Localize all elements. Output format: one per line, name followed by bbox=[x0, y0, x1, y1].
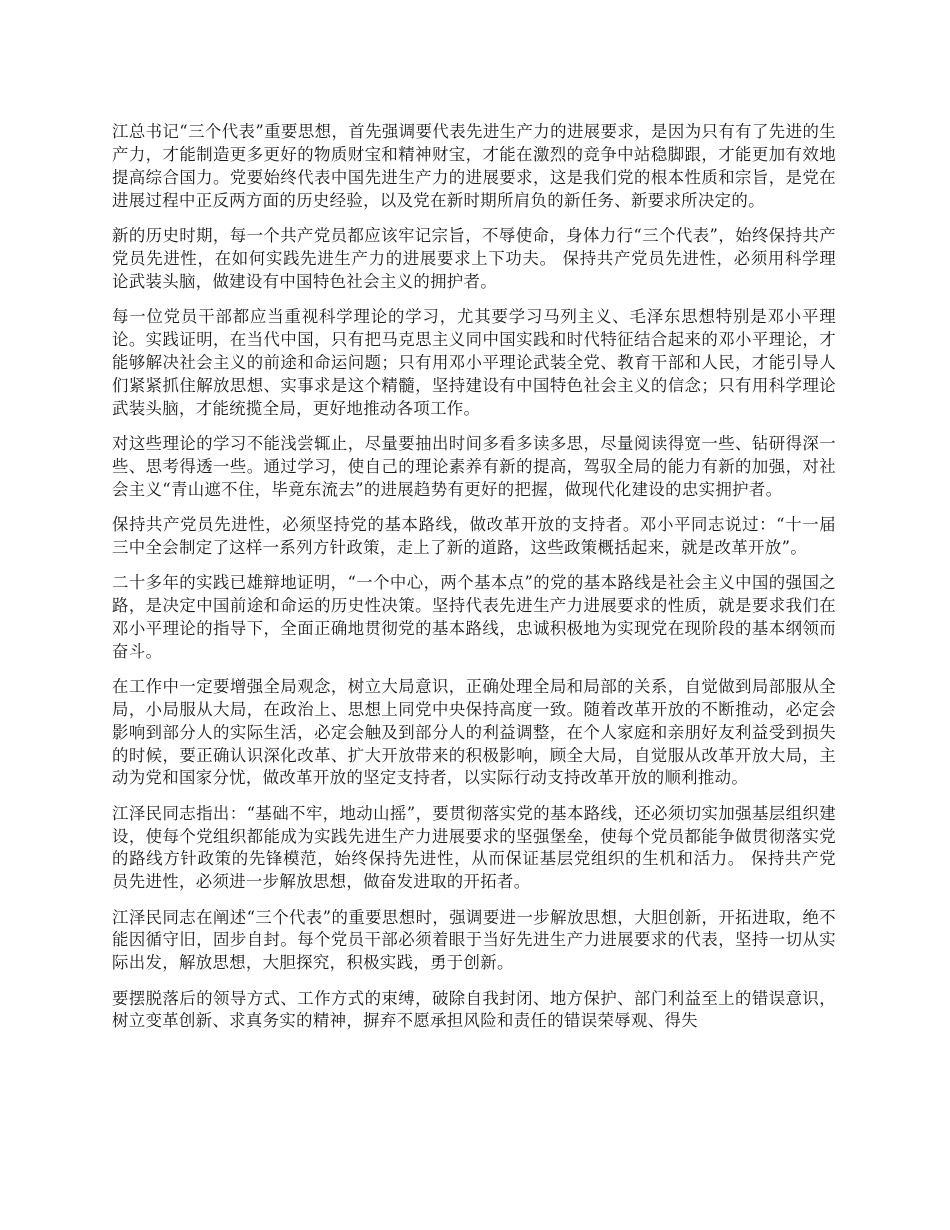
paragraph-10: 要摆脱落后的领导方式、工作方式的束缚，破除自我封闭、地方保护、部门利益至上的错误意识，树立变革创新、求真务实的精神，摒弃不愿承担风险和责任的错误荣辱观、得失 bbox=[112, 988, 836, 1031]
paragraph-4: 对这些理论的学习不能浅尝辄止，尽量要抽出时间多看多读多思，尽量阅读得宽一些、钻研得深一些、思考得透一些。通过学习，使自己的理论素养有新的提高，驾驭全局的能力有新的加强，对社会主义“青山遮不住，毕竟东流去”的进展趋势有更好的把握，做现代化建设的忠实拥护者。 bbox=[112, 433, 836, 499]
document-body bbox=[112, 121, 836, 1046]
paragraph-3: 每一位党员干部都应当重视科学理论的学习，尤其要学习马列主义、毛泽东思想特别是邓小平理论。实践证明，在当代中国，只有把马克思主义同中国实践和时代特征结合起来的邓小平理论，才能够解决社会主义的前途和命运问题；只有用邓小平理论武装全党、教育干部和人民，才能引导人们紧紧抓住解放思想、实事求是这个精髓，坚持建设有中国特色社会主义的信念；只有用科学理论武装头脑，才能统揽全局，更好地推动各项工作。 bbox=[112, 306, 836, 418]
paragraph-5: 保持共产党员先进性，必须坚持党的基本路线，做改革开放的支持者。邓小平同志说过：“十一届三中全会制定了这样一系列方针政策，走上了新的道路，这些政策概括起来，就是改革开放”。 bbox=[112, 514, 836, 557]
paragraph-6: 二十多年的实践已雄辩地证明，“一个中心，两个基本点”的党的基本路线是社会主义中国的强国之路，是决定中国前途和命运的历史性决策。坚持代表先进生产力进展要求的性质，就是要求我们在邓小平理论的指导下，全面正确地贯彻党的基本路线，忠诚积极地为实现党在现阶段的基本纲领而奋斗。 bbox=[112, 572, 836, 661]
paragraph-8: 江泽民同志指出：“基础不牢，地动山摇”，要贯彻落实党的基本路线，还必须切实加强基层组织建设，使每个党组织都能成为实践先进生产力进展要求的坚强堡垒，使每个党员都能争做贯彻落实党的路线方针政策的先锋模范，始终保持先进性，从而保证基层党组织的生机和活力。 保持共产党员先进性，必须进一步解放思想，做奋发进取的开拓者。 bbox=[112, 803, 836, 892]
paragraph-2: 新的历史时期，每一个共产党员都应该牢记宗旨，不辱使命，身体力行“三个代表”，始终保持共产党员先进性，在如何实践先进生产力的进展要求上下功夫。 保持共产党员先进性，必须用科学理论武装头脑，做建设有中国特色社会主义的拥护者。 bbox=[112, 225, 836, 291]
paragraph-9: 江泽民同志在阐述“三个代表”的重要思想时，强调要进一步解放思想，大胆创新，开拓进取，绝不能因循守旧，固步自封。每个党员干部必须着眼于当好先进生产力进展要求的代表，坚持一切从实际出发，解放思想，大胆探究，积极实践，勇于创新。 bbox=[112, 907, 836, 973]
paragraph-1: 江总书记“三个代表”重要思想，首先强调要代表先进生产力的进展要求，是因为只有有了先进的生产力，才能制造更多更好的物质财宝和精神财宝，才能在激烈的竞争中站稳脚跟，才能更加有效地提高综合国力。党要始终代表中国先进生产力的进展要求，这是我们党的根本性质和宗旨，是党在进展过程中正反两方面的历史经验，以及党在新时期所肩负的新任务、新要求所决定的。 bbox=[112, 122, 836, 210]
paragraph-7: 在工作中一定要增强全局观念，树立大局意识，正确处理全局和局部的关系，自觉做到局部服从全局，小局服从大局，在政治上、思想上同党中央保持高度一致。随着改革开放的不断推动，必定会影响到部分人的实际生活，必定会触及到部分人的利益调整，在个人家庭和亲朋好友利益受到损失的时候，要正确认识深化改革、扩大开放带来的积极影响，顾全大局，自觉服从改革开放大局，主动为党和国家分忧，做改革开放的坚定支持者，以实际行动支持改革开放的顺利推动。 bbox=[112, 676, 836, 788]
